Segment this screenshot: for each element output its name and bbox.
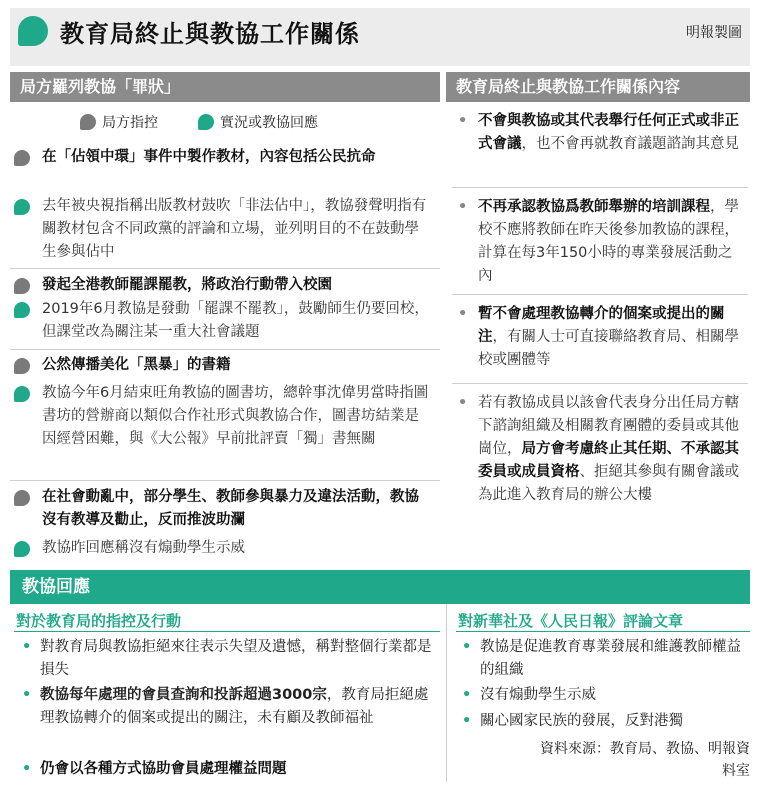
response-bullet-rest: ，教育局拒絕處理教協轉介的個案或提出的關注，未有顧及教師福祉 bbox=[40, 687, 429, 726]
union-response-heading: 教協回應 bbox=[10, 570, 750, 604]
bullet-icon: • bbox=[462, 713, 472, 729]
termination-bold: 暫不會處理教協轉介的個案或提出的關注 bbox=[478, 306, 725, 345]
grey-bubble-icon bbox=[80, 114, 96, 130]
credit-label: 明報製圖 bbox=[686, 25, 742, 41]
termination-bold: 局方會考慮終止其任期、不承認其委員或成員資格 bbox=[478, 441, 739, 480]
termination-text: ，學校不應將教師在昨天後參加教協的課程，計算在每3年150小時的專業發展活動之內 bbox=[478, 199, 739, 284]
accusation-item bbox=[14, 354, 432, 377]
green-bubble-icon bbox=[14, 541, 30, 557]
bullet-icon: • bbox=[462, 687, 472, 703]
termination-text: 若有教協成員以該會代表身分出任局方轄下諮詢組織及相關教育團體的委員或其他崗位， bbox=[478, 395, 739, 457]
response-text: 教協昨回應稱沒有煽動學生示威 bbox=[42, 540, 245, 556]
response-bullet-text: 關心國家民族的發展，反對港獨 bbox=[480, 713, 683, 729]
divider bbox=[10, 480, 440, 481]
response-bullet-text bbox=[40, 684, 436, 730]
divider bbox=[452, 187, 748, 188]
page-title: 教育局終止與教協工作關係 bbox=[60, 19, 360, 48]
legend-accusation-label: 局方指控 bbox=[102, 115, 158, 131]
termination-content-heading: 教育局終止與教協工作關係內容 bbox=[446, 72, 750, 102]
bullet-icon: • bbox=[22, 687, 32, 703]
response-bullet bbox=[22, 684, 436, 730]
response-bullet-bold: 教協每年處理的會員查詢和投訴超過3000宗 bbox=[40, 687, 327, 703]
termination-bold: 不再承認教協爲教師舉辦的培訓課程 bbox=[478, 199, 710, 215]
sub-heading-underline bbox=[14, 631, 440, 632]
bullet-icon: • bbox=[458, 199, 468, 215]
response-item bbox=[14, 298, 432, 344]
column-divider bbox=[446, 604, 447, 782]
green-bubble-icon bbox=[14, 199, 30, 215]
response-text: 2019年6月教協是發動「罷課不罷教」，鼓勵師生仍要回校，但課堂改為關注某一重大社會議題 bbox=[42, 301, 429, 340]
accusations-heading: 局方羅列教協「罪狀」 bbox=[10, 72, 440, 102]
bullet-icon: • bbox=[22, 761, 32, 777]
response-sub-heading: 對於教育局的指控及行動 bbox=[16, 612, 182, 630]
termination-bold: 不會與教協或其代表舉行任何正式或非正式會議 bbox=[478, 113, 739, 152]
grey-bubble-icon bbox=[14, 490, 30, 506]
grey-bubble-icon bbox=[14, 278, 30, 294]
accusation-item bbox=[14, 146, 432, 169]
green-bubble-icon bbox=[14, 302, 30, 318]
legend-response bbox=[198, 112, 318, 132]
divider bbox=[452, 294, 748, 295]
termination-text: ，有關人士可直接聯絡教育局、相關學校或團體等 bbox=[478, 329, 739, 368]
grey-bubble-icon bbox=[14, 150, 30, 166]
bullet-icon: • bbox=[458, 395, 468, 411]
legend-response-label: 實況或教協回應 bbox=[220, 115, 318, 131]
response-item bbox=[14, 382, 432, 451]
response-sub-heading: 對新華社及《人民日報》評論文章 bbox=[458, 612, 684, 630]
response-bullet bbox=[462, 684, 748, 707]
response-text: 教協今年6月結束旺角教協的圖書坊，總幹事沈偉男當時指圖書坊的營辦商以類似合作社形式與教協合作，圖書坊結業是因經營困難，與《大公報》早前批評賣「獨」書無關 bbox=[42, 385, 429, 447]
sub-heading-underline bbox=[456, 631, 750, 632]
accusation-text: 在社會動亂中，部分學生、教師參與暴力及違法活動，教協沒有教導及勸止，反而推波助瀾 bbox=[42, 489, 419, 528]
green-bubble-icon bbox=[14, 386, 30, 402]
accusation-text: 公然傳播美化「黑暴」的書籍 bbox=[42, 357, 231, 373]
legend bbox=[80, 112, 318, 132]
accusation-text: 發起全港教師罷課罷教，將政治行動帶入校園 bbox=[42, 277, 332, 293]
speech-bubble-icon bbox=[18, 16, 48, 46]
response-item bbox=[14, 195, 432, 264]
accusation-text: 在「佔領中環」事件中製作教材，內容包括公民抗命 bbox=[42, 149, 376, 165]
response-bullet-text: 沒有煽動學生示威 bbox=[480, 687, 596, 703]
bullet-icon: • bbox=[458, 113, 468, 129]
termination-item bbox=[458, 110, 742, 156]
divider bbox=[10, 349, 440, 350]
response-bullet bbox=[22, 758, 436, 781]
accusation-item bbox=[14, 486, 432, 532]
bullet-icon: • bbox=[22, 639, 32, 655]
divider bbox=[452, 383, 748, 384]
termination-text: ，也不會再就教育議題諮詢其意見 bbox=[521, 136, 739, 152]
termination-text: 、拒絕其參與有關會議或為此進入教育局的辦公大樓 bbox=[478, 464, 739, 503]
divider bbox=[10, 268, 440, 269]
grey-bubble-icon bbox=[14, 358, 30, 374]
bullet-icon: • bbox=[462, 639, 472, 655]
response-bullet-text: 對教育局與教協拒絕來往表示失望及遺憾，稱對整個行業都是損失 bbox=[40, 639, 432, 678]
response-item bbox=[14, 537, 432, 560]
response-bullet-text: 教協是促進教育專業發展和維護教師權益的組織 bbox=[480, 639, 741, 678]
accusation-item bbox=[14, 274, 432, 297]
source-note: 資料來源：教育局、教協、明報資料室 bbox=[540, 741, 750, 779]
legend-accusation bbox=[80, 112, 158, 132]
green-bubble-icon bbox=[198, 114, 214, 130]
response-text: 去年被央視指稱出版教材鼓吹「非法佔中」，教協發聲明指有關教材包含不同政黨的評論和立場，並列明目的不在鼓動學生參與佔中 bbox=[42, 198, 427, 260]
response-bullet bbox=[462, 710, 748, 733]
termination-item bbox=[458, 196, 742, 288]
termination-item bbox=[458, 392, 742, 507]
response-bullet bbox=[22, 636, 436, 682]
bullet-icon: • bbox=[458, 306, 468, 322]
response-bullet bbox=[462, 636, 748, 682]
response-bullet-text: 仍會以各種方式協助會員處理權益問題 bbox=[40, 761, 287, 777]
termination-item bbox=[458, 303, 742, 372]
